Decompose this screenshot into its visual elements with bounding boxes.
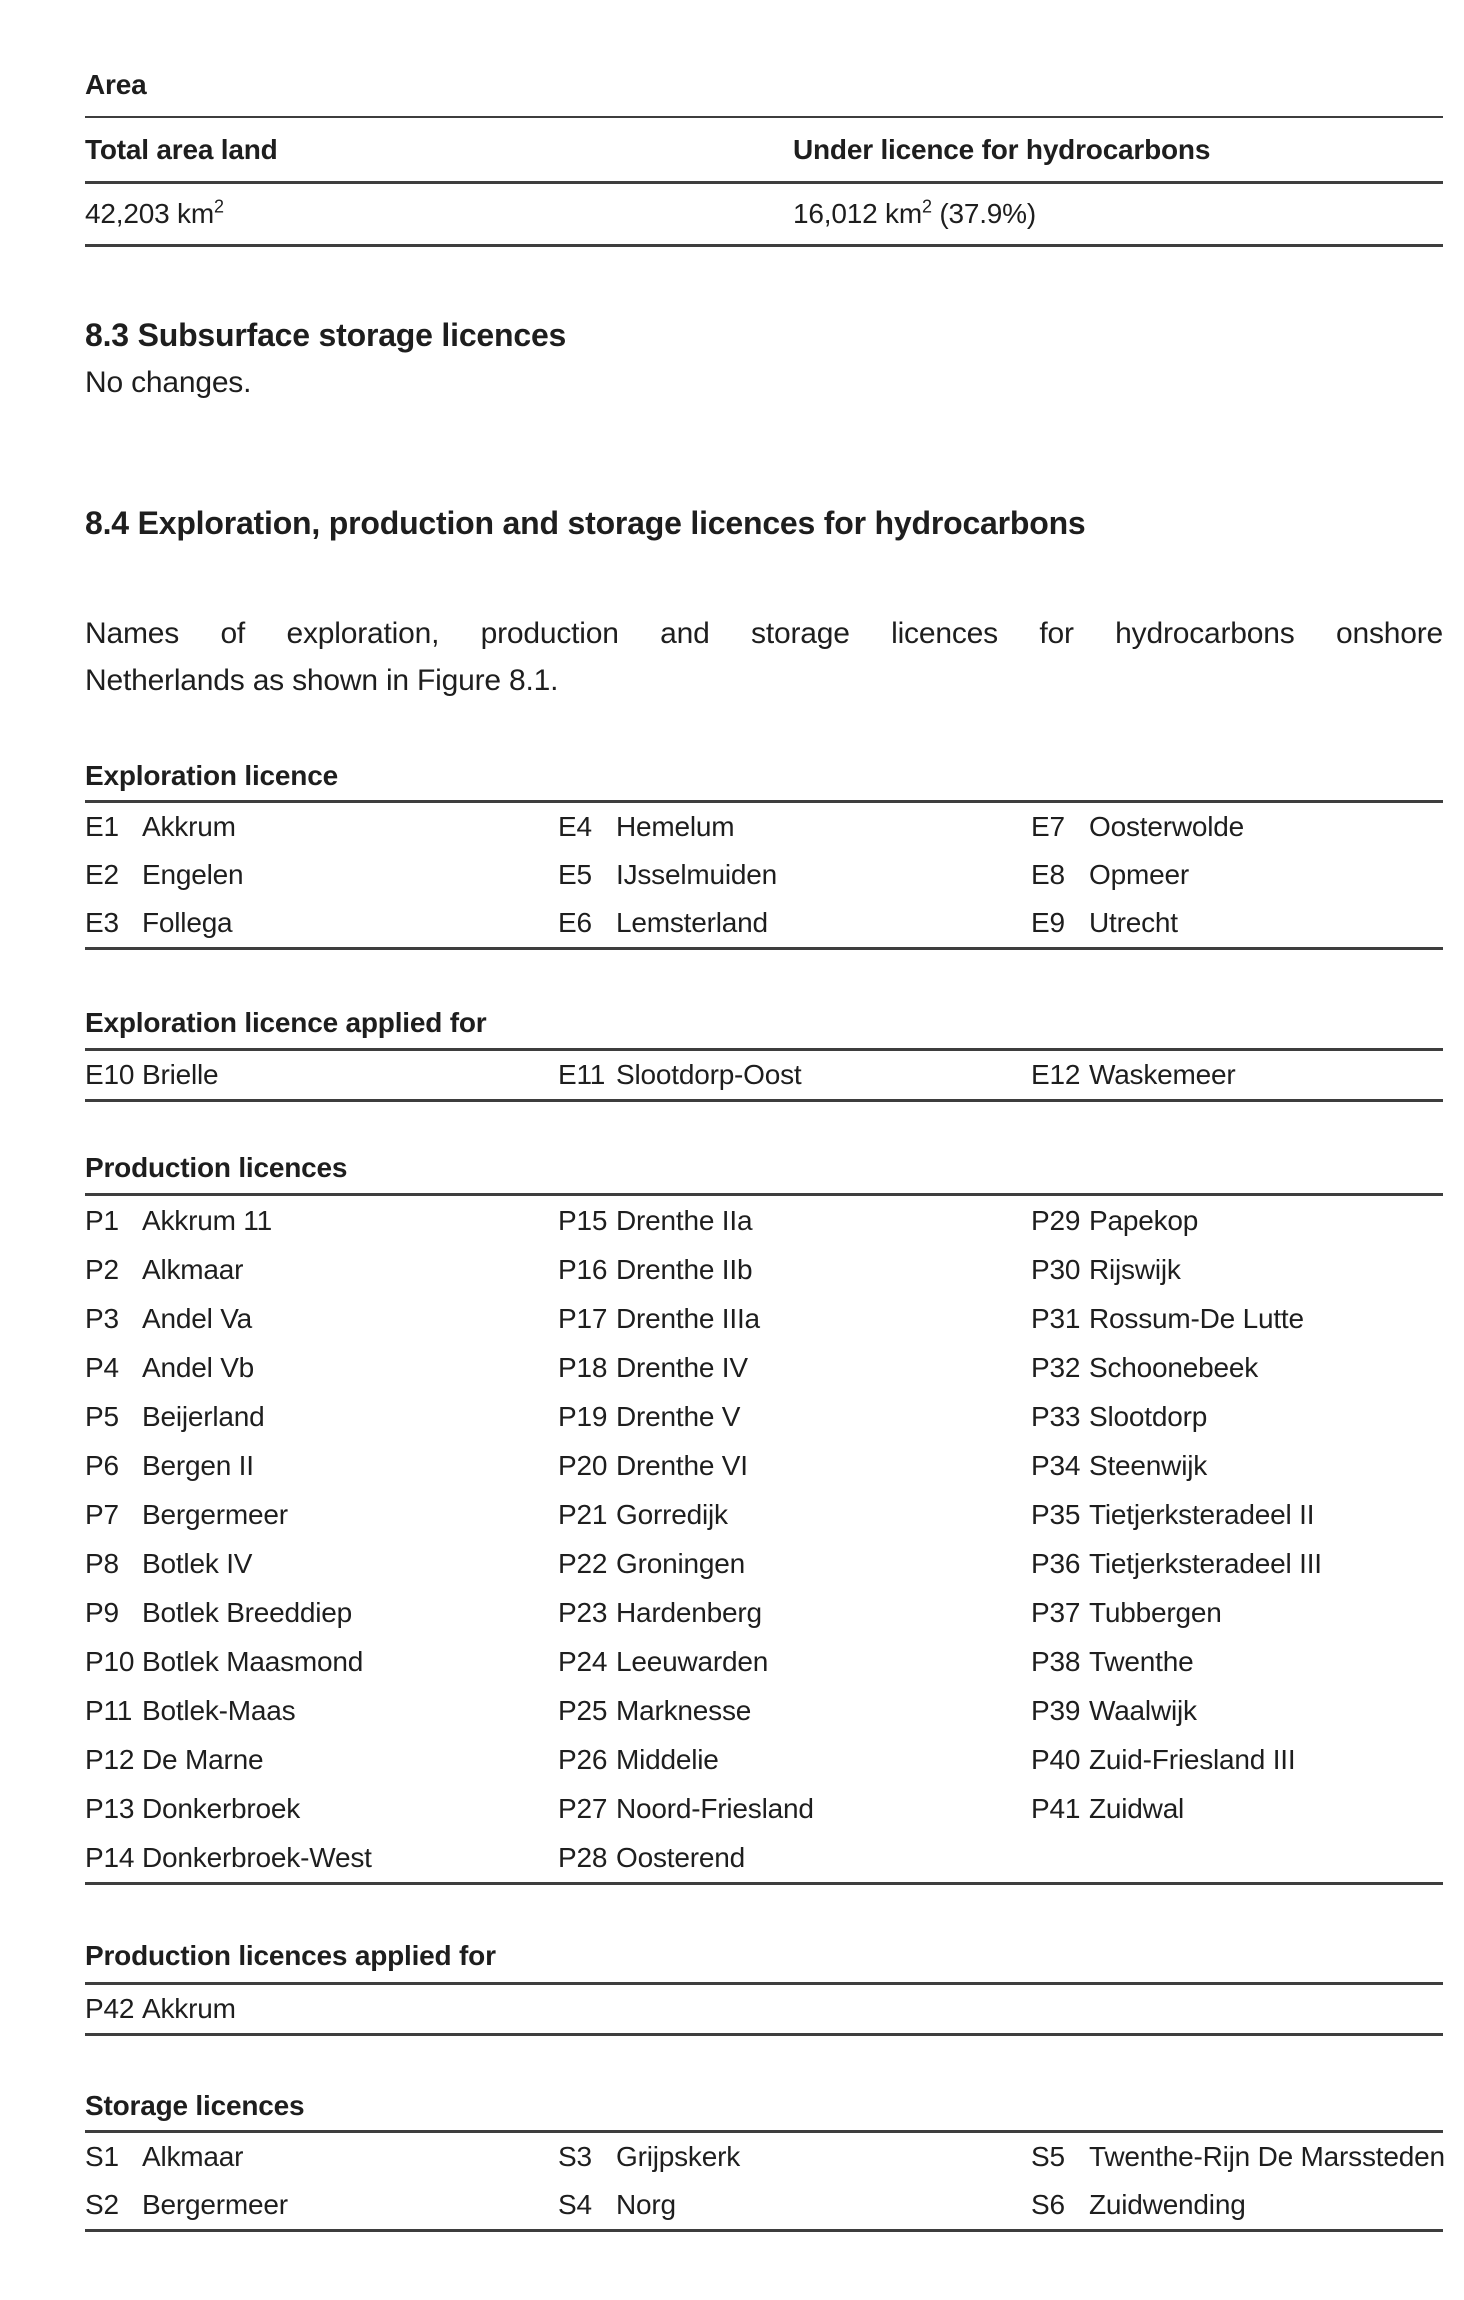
production-licences-table xyxy=(85,1193,1443,1885)
licence-code: P16 xyxy=(558,1254,608,1285)
licence-code: P14 xyxy=(85,1842,135,1873)
licence-name: Marknesse xyxy=(616,1695,752,1726)
licence-name: De Marne xyxy=(142,1744,264,1775)
licence-name: Drenthe V xyxy=(616,1401,741,1432)
licence-name: Andel Va xyxy=(142,1303,252,1334)
licence-name: Papekop xyxy=(1089,1205,1199,1236)
licence-code: P35 xyxy=(1031,1499,1081,1530)
table-row xyxy=(85,1686,1443,1735)
licence-code: P39 xyxy=(1031,1695,1081,1726)
licence-code: P27 xyxy=(558,1793,608,1824)
production-licences-heading: Production licences xyxy=(85,1152,348,1183)
licence-code: P28 xyxy=(558,1842,608,1873)
area-table-header-row xyxy=(85,118,1443,184)
licence-code: P17 xyxy=(558,1303,608,1334)
exploration-licence-table xyxy=(85,800,1443,950)
licence-code: S1 xyxy=(85,2141,119,2172)
licence-name: Twenthe xyxy=(1089,1646,1194,1677)
licence-code: P19 xyxy=(558,1401,608,1432)
licence-name: Middelie xyxy=(616,1744,719,1775)
licence-code: P41 xyxy=(1031,1793,1081,1824)
licence-name: Opmeer xyxy=(1089,859,1189,890)
licence-name: Bergermeer xyxy=(142,2189,288,2220)
licence-code: E8 xyxy=(1031,859,1065,890)
licence-name: Donkerbroek-West xyxy=(142,1842,372,1873)
section-8-3-heading: 8.3 Subsurface storage licences xyxy=(85,317,567,353)
licence-code: P9 xyxy=(85,1597,119,1628)
licence-code: P12 xyxy=(85,1744,135,1775)
licence-code: E11 xyxy=(558,1059,606,1090)
licence-name: Oosterwolde xyxy=(1089,811,1244,842)
licence-code: P5 xyxy=(85,1401,119,1432)
licence-name: Alkmaar xyxy=(142,2141,244,2172)
licence-code: P20 xyxy=(558,1450,608,1481)
table-row xyxy=(85,1784,1443,1833)
licence-code xyxy=(1031,1985,1089,2033)
licence-name: Alkmaar xyxy=(142,1254,244,1285)
licence-code: P22 xyxy=(558,1548,608,1579)
licence-code: P42 xyxy=(85,1993,135,2024)
licence-name: Zuidwal xyxy=(1089,1793,1185,1824)
table-row xyxy=(85,1245,1443,1294)
licence-code: P15 xyxy=(558,1205,608,1236)
licence-name: Oosterend xyxy=(616,1842,745,1873)
table-row xyxy=(85,1539,1443,1588)
licence-name: Botlek IV xyxy=(142,1548,253,1579)
licence-code: S2 xyxy=(85,2189,119,2220)
superscript-2: 2 xyxy=(921,196,932,217)
licence-code xyxy=(558,1985,616,2033)
table-row xyxy=(85,1051,1443,1099)
licence-code: P13 xyxy=(85,1793,135,1824)
licence-name: Hemelum xyxy=(616,811,735,842)
licence-name: Drenthe VI xyxy=(616,1450,748,1481)
licence-code: P18 xyxy=(558,1352,608,1383)
production-applied-heading: Production licences applied for xyxy=(85,1940,496,1971)
licence-name: Zuidwending xyxy=(1089,2189,1246,2220)
licence-code: E3 xyxy=(85,907,119,938)
area-col-total-land: Total area land xyxy=(85,134,278,165)
licence-code: P31 xyxy=(1031,1303,1081,1334)
licence-code: P2 xyxy=(85,1254,119,1285)
licence-name: Schoonebeek xyxy=(1089,1352,1259,1383)
licence-name: Tietjerksteradeel II xyxy=(1089,1499,1315,1530)
licence-name: Waskemeer xyxy=(1089,1059,1236,1090)
area-col-under-licence: Under licence for hydrocarbons xyxy=(793,134,1211,165)
table-row xyxy=(85,803,1443,851)
table-row xyxy=(85,851,1443,899)
licence-name: Gorredijk xyxy=(616,1499,728,1530)
licence-code: E1 xyxy=(85,811,119,842)
licence-code: E10 xyxy=(85,1059,135,1090)
licence-code: E6 xyxy=(558,907,592,938)
licence-name: Beijerland xyxy=(142,1401,265,1432)
licence-code: S5 xyxy=(1031,2141,1065,2172)
licence-code: P1 xyxy=(85,1205,119,1236)
licence-code: P38 xyxy=(1031,1646,1081,1677)
licence-name: Engelen xyxy=(142,859,244,890)
licence-name: Grijpskerk xyxy=(616,2141,741,2172)
licence-name xyxy=(1089,1985,1443,2033)
storage-licences-heading: Storage licences xyxy=(85,2090,305,2121)
licence-name: IJsselmuiden xyxy=(616,859,778,890)
storage-licences-table xyxy=(85,2130,1443,2232)
exploration-licence-heading: Exploration licence xyxy=(85,760,338,791)
licence-code: P8 xyxy=(85,1548,119,1579)
table-row xyxy=(85,2133,1443,2181)
licence-code: P11 xyxy=(85,1695,133,1726)
licence-code: P6 xyxy=(85,1450,119,1481)
licence-name: Utrecht xyxy=(1089,907,1178,938)
area-table xyxy=(85,116,1443,247)
licence-code: S4 xyxy=(558,2189,592,2220)
licence-name: Akkrum 11 xyxy=(142,1205,272,1236)
licence-code: P40 xyxy=(1031,1744,1081,1775)
licence-name: Slootdorp xyxy=(1089,1401,1208,1432)
exploration-applied-table xyxy=(85,1048,1443,1102)
licence-code: P25 xyxy=(558,1695,608,1726)
table-row xyxy=(85,1441,1443,1490)
table-row xyxy=(85,1294,1443,1343)
section-8-4-heading: 8.4 Exploration, production and storage licences for hydrocarbons xyxy=(85,505,1086,541)
licence-code: E9 xyxy=(1031,907,1065,938)
licence-name: Follega xyxy=(142,907,233,938)
licence-name: Zuid-Friesland III xyxy=(1089,1744,1296,1775)
licence-name: Donkerbroek xyxy=(142,1793,301,1824)
licence-code: P3 xyxy=(85,1303,119,1334)
licence-name: Noord-Friesland xyxy=(616,1793,814,1824)
licence-name: Rossum-De Lutte xyxy=(1089,1303,1304,1334)
licence-name: Waalwijk xyxy=(1089,1695,1197,1726)
licence-name: Drenthe IIa xyxy=(616,1205,753,1236)
exploration-applied-heading: Exploration licence applied for xyxy=(85,1007,487,1038)
table-row xyxy=(85,1588,1443,1637)
licence-code: P34 xyxy=(1031,1450,1081,1481)
table-row xyxy=(85,1490,1443,1539)
licence-name: Norg xyxy=(616,2189,676,2220)
licence-name: Botlek-Maas xyxy=(142,1695,296,1726)
table-row xyxy=(85,1637,1443,1686)
licence-code: P21 xyxy=(558,1499,608,1530)
licence-name: Steenwijk xyxy=(1089,1450,1208,1481)
licence-code: P26 xyxy=(558,1744,608,1775)
area-total-land-value: 42,203 $km^2$ xyxy=(85,196,224,229)
licence-code: E12 xyxy=(1031,1059,1081,1090)
paragraph-line-1: Names of exploration, production and storage licences for hydrocarbons onshore xyxy=(85,617,1443,650)
licence-name: Bergen II xyxy=(142,1450,254,1481)
licence-name: Bergermeer xyxy=(142,1499,288,1530)
licence-name: Groningen xyxy=(616,1548,745,1579)
licence-name: Andel Vb xyxy=(142,1352,255,1383)
licence-code: E2 xyxy=(85,859,119,890)
licence-code: S6 xyxy=(1031,2189,1065,2220)
licence-code: P30 xyxy=(1031,1254,1081,1285)
licence-name: Drenthe IIIa xyxy=(616,1303,760,1334)
licence-name xyxy=(1089,1833,1443,1882)
table-row xyxy=(85,1343,1443,1392)
licence-code: P10 xyxy=(85,1646,135,1677)
licence-name xyxy=(616,1985,1031,2033)
paragraph-line-2: Netherlands as shown in Figure 8.1. xyxy=(85,664,559,697)
table-row xyxy=(85,1196,1443,1245)
section-8-3-body: No changes. xyxy=(85,366,252,399)
table-row xyxy=(85,1735,1443,1784)
area-heading: Area xyxy=(85,69,147,100)
licence-name: Lemsterland xyxy=(616,907,768,938)
licence-name: Botlek Maasmond xyxy=(142,1646,364,1677)
area-under-licence-value: 16,012 $km^2$ (37.9%) xyxy=(793,196,1036,229)
superscript-2: 2 xyxy=(213,196,224,217)
licence-name: Tubbergen xyxy=(1089,1597,1222,1628)
licence-code: P29 xyxy=(1031,1205,1081,1236)
area-table-value-row xyxy=(85,184,1443,247)
licence-code: P23 xyxy=(558,1597,608,1628)
licence-name: Hardenberg xyxy=(616,1597,762,1628)
licence-name: Slootdorp-Oost xyxy=(616,1059,802,1090)
licence-code: E5 xyxy=(558,859,592,890)
licence-name: Drenthe IV xyxy=(616,1352,748,1383)
licence-name: Akkrum xyxy=(142,1993,236,2024)
licence-code xyxy=(1031,1833,1089,1882)
section-8-4-paragraph xyxy=(85,610,1443,704)
licence-code: P4 xyxy=(85,1352,119,1383)
table-row xyxy=(85,1833,1443,1882)
licence-name: Tietjerksteradeel III xyxy=(1089,1548,1322,1579)
licence-code: E7 xyxy=(1031,811,1065,842)
licence-name: Rijswijk xyxy=(1089,1254,1181,1285)
table-row xyxy=(85,1392,1443,1441)
licence-code: S3 xyxy=(558,2141,592,2172)
licence-code: P7 xyxy=(85,1499,119,1530)
licence-code: P24 xyxy=(558,1646,608,1677)
licence-name: Leeuwarden xyxy=(616,1646,769,1677)
licence-code: P32 xyxy=(1031,1352,1081,1383)
licence-name: Twenthe-Rijn De Marssteden xyxy=(1089,2141,1445,2172)
table-row xyxy=(85,2181,1443,2229)
licence-code: P33 xyxy=(1031,1401,1081,1432)
licence-name: Brielle xyxy=(142,1059,219,1090)
table-row xyxy=(85,899,1443,947)
licence-code: P37 xyxy=(1031,1597,1081,1628)
licence-name: Botlek Breeddiep xyxy=(142,1597,353,1628)
licence-code: P36 xyxy=(1031,1548,1081,1579)
production-applied-table xyxy=(85,1982,1443,2036)
table-row xyxy=(85,1985,1443,2033)
licence-name: Akkrum xyxy=(142,811,236,842)
licence-code: E4 xyxy=(558,811,592,842)
licence-name: Drenthe IIb xyxy=(616,1254,753,1285)
